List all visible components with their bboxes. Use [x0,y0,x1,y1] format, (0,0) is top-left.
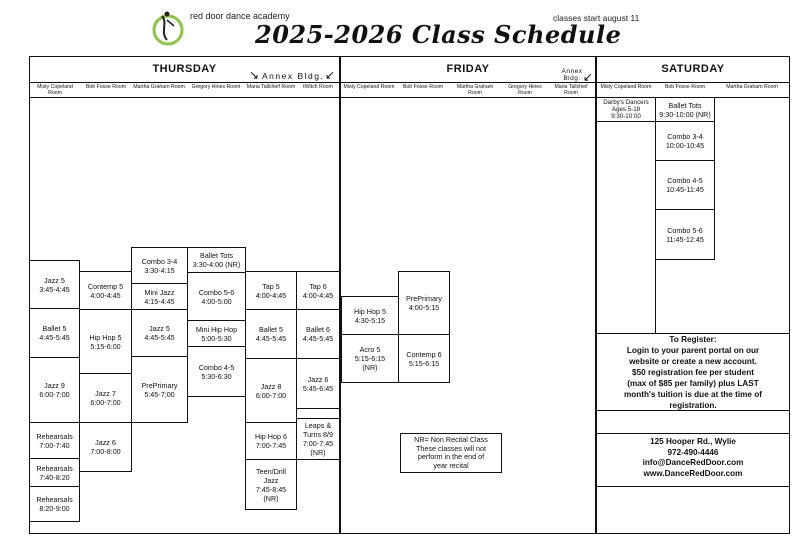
class-block: Rehearsals 7:00-7:40 [29,422,80,459]
class-block: Combo 3-4 10:00-10:45 [655,121,715,161]
class-block: Hip Hop 5 4:30-5:15 [341,296,399,335]
academy-name: red door dance academy [190,11,290,21]
class-block: Mini Jazz 4:15-4:45 [131,283,188,310]
room-header: Bob Fosse Room [85,84,127,90]
arrow-down-right-icon: ↘ [249,68,260,82]
room-header: Misty Copeland Room [343,84,395,90]
website-link[interactable]: www.DanceRedDoor.com [643,468,743,478]
room-header: Maria Tallchief Room [554,84,588,96]
class-block: PrePrimary 4:00-5:15 [398,271,450,335]
room-header: Misty Copeland Room [600,84,652,90]
contact-bottom-rule [596,486,790,487]
day-heading-thursday: THURSDAY [152,63,217,75]
class-block: Contemp 5 4:00-4:45 [79,271,132,310]
room-header: Maria Tallchief Room [246,84,296,90]
class-block: Jazz 6 5:45-6:45 [296,358,340,409]
class-block: Jazz 5 4:45-5:45 [131,309,188,357]
contact-info [597,437,789,479]
room-header: Misty Copeland Room [37,84,73,96]
class-block: Ballet 6 4:45-5:45 [296,309,340,359]
class-block: Combo 5-6 11:45-12:45 [655,209,715,260]
room-header: Gregory Hines Room [191,84,241,90]
class-block: Teen/Drill Jazz 7:45-8:45 (NR) [245,459,297,510]
class-block: Ballet Tots 9:30-10:00 (NR) [655,97,715,122]
phone: 972-490-4446 [667,447,719,457]
arrow-down-left-icon: ↙ [325,68,336,82]
class-block: Acro 5 5:15-6:15 (NR) [341,334,399,383]
class-block: Hip Hop 5 5:15-6:00 [79,309,132,374]
annex-label-friday: Annex Bldg. [561,68,583,82]
class-block: PrePrimary 5:45-7:00 [131,356,188,423]
non-recital-note: NR= Non Recital Class These classes will not perform in the end of year recital [400,433,502,473]
red-door-logo [150,8,186,48]
room-header: Bob Fosse Room [664,84,706,90]
class-block: Leaps & Turns 8/9 7:00-7:45 (NR) [296,418,340,460]
annex-label-thursday: Annex Bldg. [262,71,325,81]
room-header: Martha Graham Room [456,84,494,96]
class-block: Combo 3-4 3:30-4:15 [131,247,188,284]
room-header: Martha Graham Room [133,84,185,90]
class-block: Combo 4-5 10:45-11:45 [655,160,715,210]
day-heading-saturday: SATURDAY [661,63,725,75]
class-block: Hip Hop 6 7:00-7:45 [245,422,297,460]
address: 125 Hooper Rd., Wylie [650,437,736,446]
class-block: Mini Hip Hop 5:00-5:30 [187,320,246,347]
day-header-rule [29,82,790,83]
class-block: Ballet Tots 3:30-4:00 (NR) [187,247,246,273]
class-block: Jazz 8 6:00-7:00 [245,358,297,423]
class-block: Darby's Dancers Ages 5-18 9:30-10:00 [596,97,656,122]
classes-start-note: classes start august 11 [553,13,640,23]
class-block: Jazz 7 6:00-7:00 [79,373,132,423]
class-block: Jazz 6 7:00-8:00 [79,422,132,472]
class-block: Tap 6 4:00-4:45 [296,271,340,310]
room-header: tWitch Room [303,84,333,90]
contact-top-rule [596,433,790,434]
class-block: Contemp 6 5:15-6:15 [398,334,450,383]
class-block: Combo 5-6 4:00-5:00 [187,272,246,321]
class-block: Rehearsals 7:40-8:20 [29,458,80,487]
page-title: 2025-2026 Class Schedule [255,20,622,49]
arrow-down-left-icon: ↙ [583,70,594,84]
room-header: Gregory Hines Room [508,84,542,96]
class-block: Jazz 5 3:45-4:45 [29,260,80,309]
class-block: Tap 5 4:00-4:45 [245,271,297,310]
class-block: Ballet 5 4:45-5:45 [29,308,80,358]
class-block: Jazz 9 6:00-7:00 [29,357,80,423]
email-link[interactable]: info@DanceRedDoor.com [642,458,744,467]
room-header: Bob Fosse Room [402,84,444,90]
class-block: Combo 4-5 5:30-6:30 [187,346,246,397]
register-info: To Register: Login to your parent portal on our website or create a new account. $50 registration fee per student (max of $85 per family) plus LAST month's tuition is due at the time of registration. [624,335,762,410]
saturday-column-divider [655,121,656,334]
room-header: Martha Graham Room [726,84,778,90]
day-heading-friday: FRIDAY [446,63,490,75]
class-block: Rehearsals 8:20-9:00 [29,486,80,522]
class-block: Ballet 5 4:45-5:45 [245,309,297,359]
